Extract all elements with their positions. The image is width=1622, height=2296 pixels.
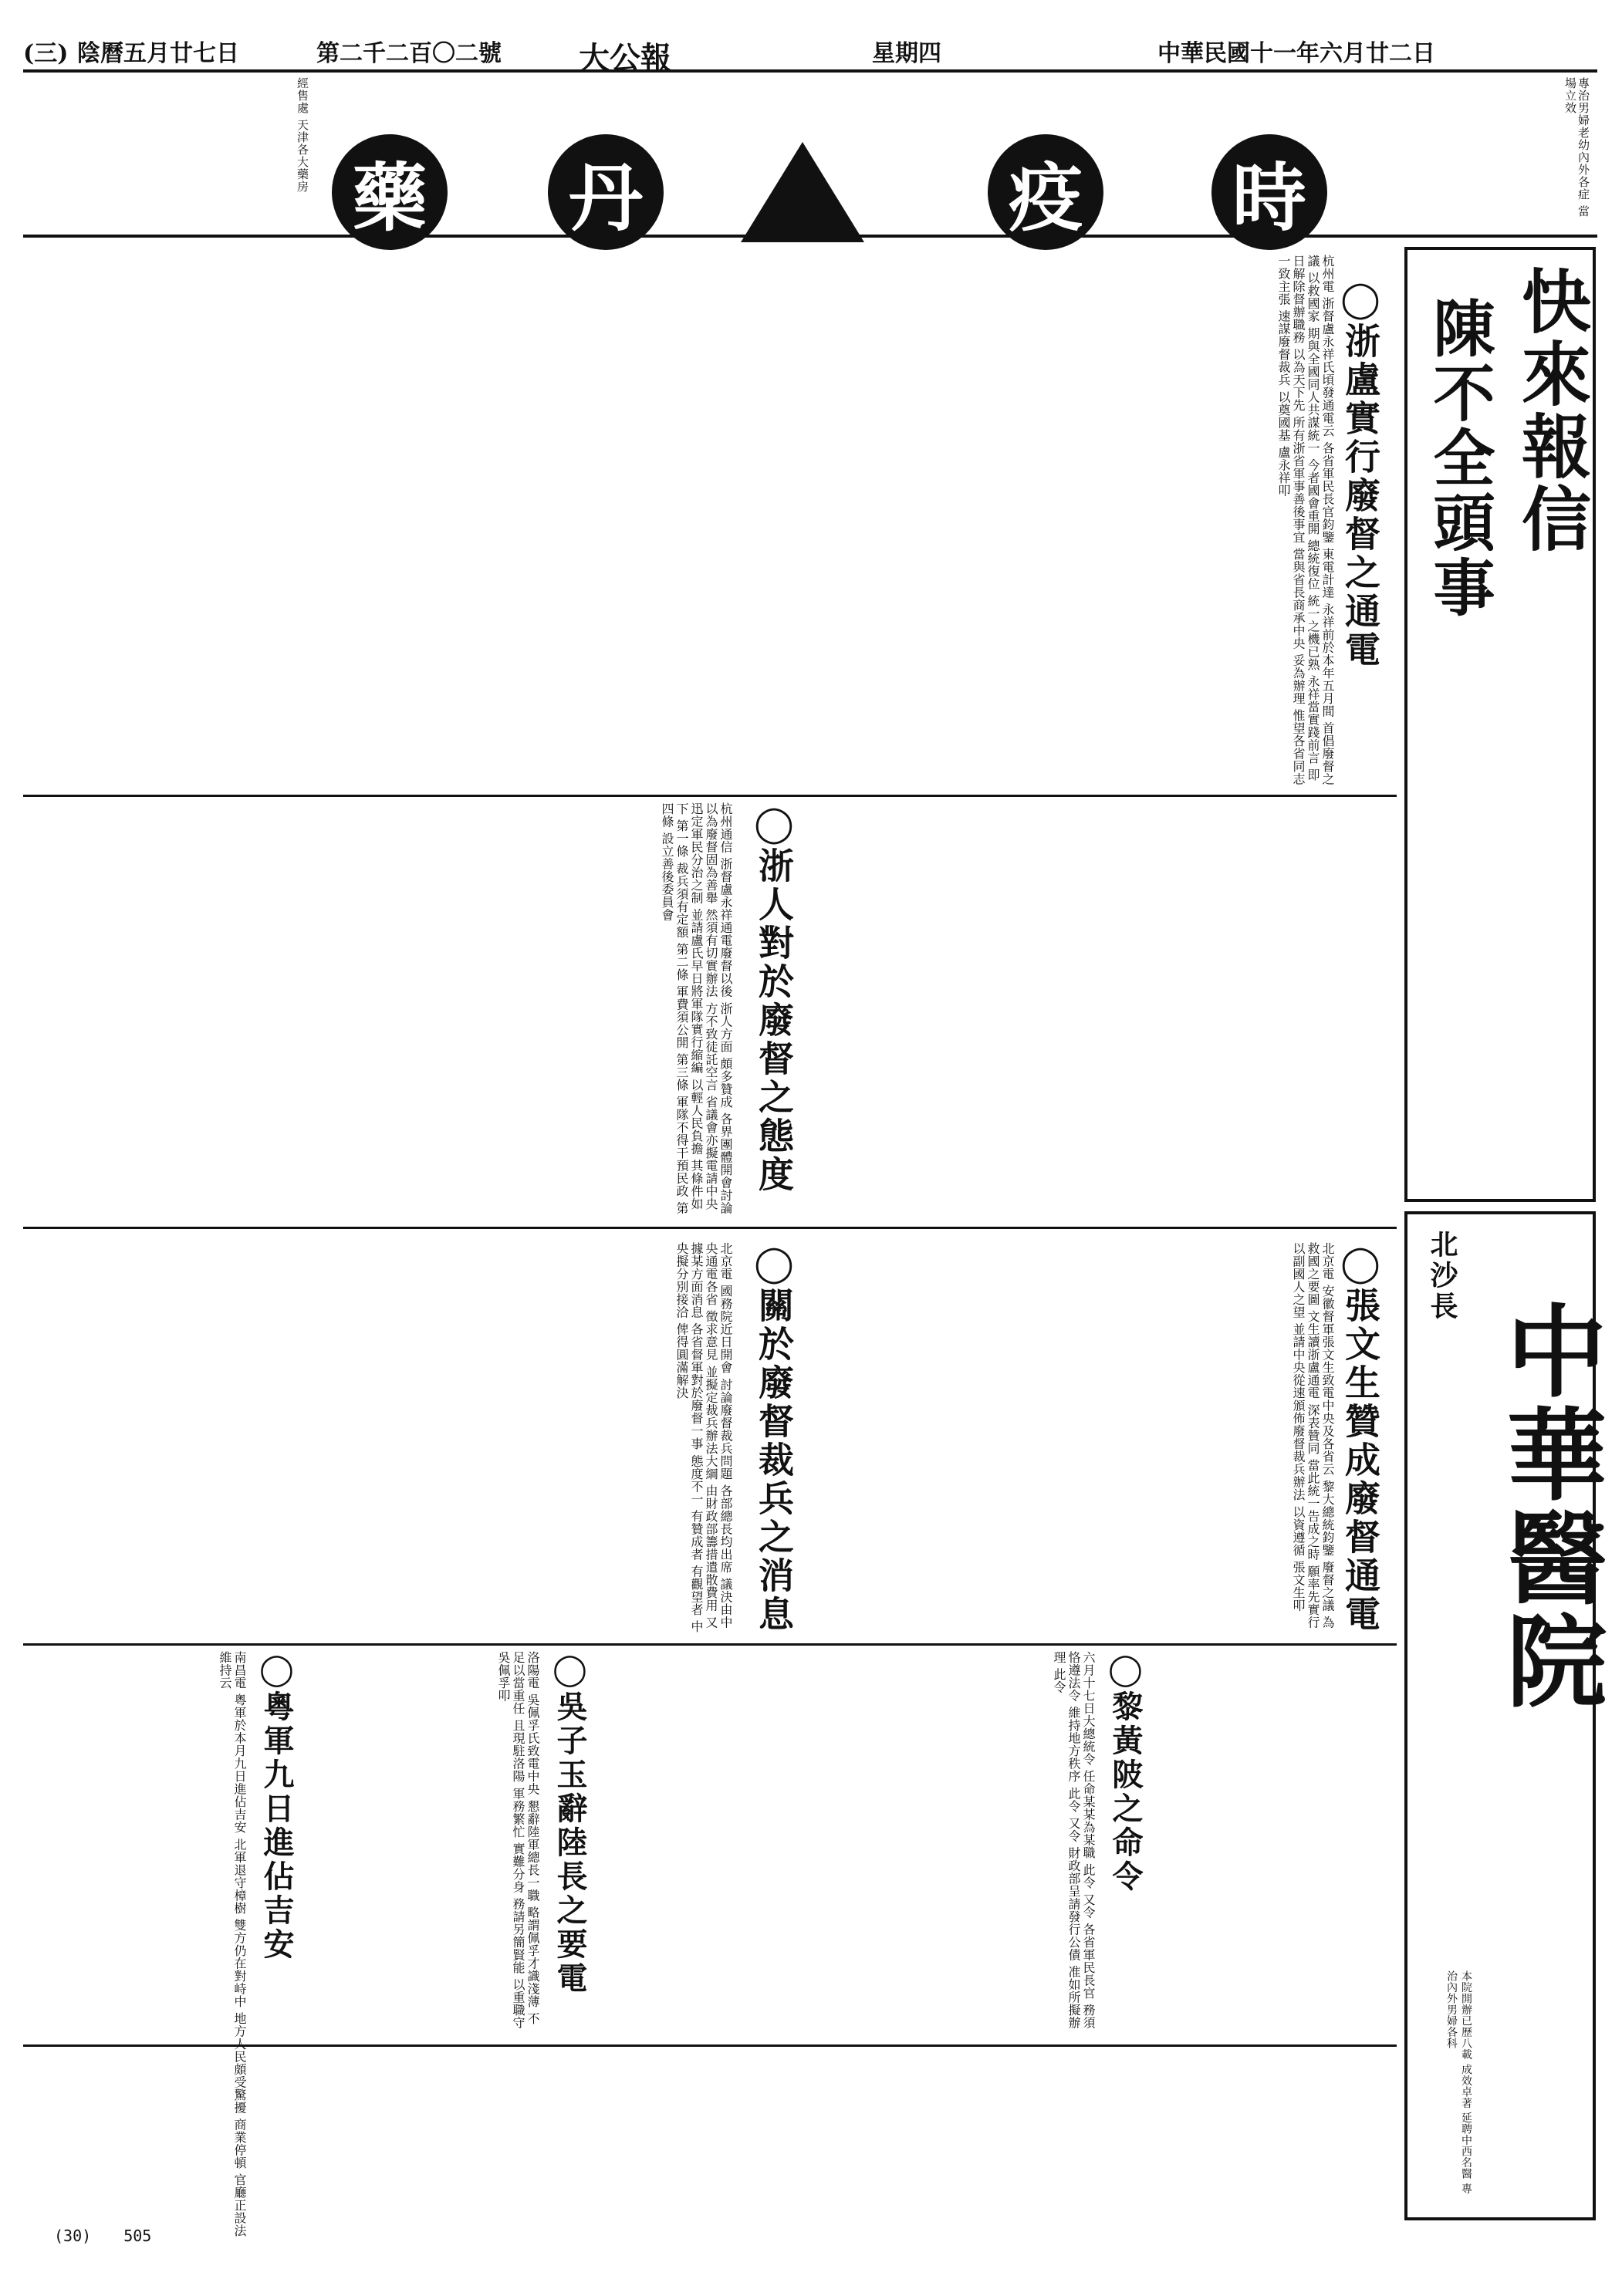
tier-divider-1 [23,795,1397,797]
masthead-ad-band [23,69,1597,241]
article-a1-body: 杭州電 浙督盧永祥氏頃發通電云 各省軍民長官鈞鑒 東電計達 永祥前於本年五月間 首倡廢督之議 以救國家 期與全國同人共謀統一 今者國會重開 總統復位 統一之機已熟 永祥當實踐前言 即日解除督辦職務 以為天下先 所有浙省軍事善後事宜 當與省長商承中央 妥為辦理 惟望各省同志 一致主張 速謀廢督裁兵 以奠國基 盧永祥叩 [1276,255,1335,785]
issue-date: 中華民國十一年六月廿二日 [1157,40,1435,67]
footer-right: 505 [123,2227,152,2245]
article-a7-body: 南昌電 粵軍於本月九日進佔吉安 北軍退守樟樹 雙方仍在對峙中 地方人民頗受驚擾 商業停頓 官廳正設法維持云 [218,1651,247,2237]
ad-char-4: 藥 [332,134,448,250]
telegram-ad-box [1404,247,1596,1202]
issue-number: 第二千二百〇二號 [316,40,502,67]
headline-a6: ◯ 黎黃陂之命令 [1103,1651,1147,1894]
page-number: (三) [23,40,69,67]
headline-a5: ◯ 吳子玉辭陸長之要電 [548,1651,592,1996]
article-a5-body: 洛陽電 吳佩孚氏致電中央 懇辭陸軍總長一職 略謂佩孚才識淺薄 不足以當重任 且現駐洛陽 軍務繁忙 實難分身 務請另簡賢能 以重職守 吳佩孚叩 [496,1651,540,2029]
ad-char-2: 疫 [988,134,1103,250]
lunar-date: 陰曆五月廿七日 [77,40,239,67]
headline-a4: ◯ 關於廢督裁兵之消息 [748,1242,799,1634]
ad-char-1: 時 [1211,134,1327,250]
footer-left: (30) [54,2227,92,2245]
headline-a7: ◯ 粵軍九日進佔吉安 [255,1651,299,1962]
masthead-ad-right-text: 專治男婦老幼內外各症 當場立效 [1563,77,1590,218]
article-a3-body: 杭州通信 浙督盧永祥通電廢督以後 浙人方面 頗多贊成 各界團體開會討論 以為廢督固為善舉 然須有切實辦法 方不致徒託空言 省議會亦擬電請中央 迅定軍民分治之制 並請盧氏早日將軍隊實行縮編 以輕人民負擔 其條件如下 第一條 裁兵須有定額 第二條 軍費須公開 第三條 軍隊不得干預民政 第四條 設立善後委員會 [660,802,733,1215]
dateline [23,23,1597,76]
page-footer [54,2227,151,2245]
ad-triangle-icon [741,142,864,242]
headline-a3: ◯ 浙人對於廢督之態度 [748,802,799,1194]
article-a6-body: 六月十七日大總統令 任命某某為某職 此令 又令 各省軍民長官 務須恪遵法令 維持地方秩序 此令 又令 財政部呈請發行公債 准如所擬辦理 此令 [1052,1651,1096,2029]
paper-name: 大公報 [579,40,671,76]
masthead-ad-left-text: 經售處 天津各大藥房 [296,77,309,193]
article-a2-body: 北京電 安徽督軍張文生致電中央及各省云 黎大總統鈞鑒 廢督之議 為救國之要圖 文生讀浙盧通電 深表贊同 當此統一告成之時 願率先實行 以副國人之望 並請中央從速頒佈廢督裁兵辦法 以資遵循 張文生叩 [1291,1242,1335,1629]
hospital-ad-subtitle: 北沙長 [1426,1230,1458,1322]
hospital-ad-title: 中華醫院 [1490,1299,1608,1713]
newspaper-page [23,23,1608,2261]
hospital-ad-box [1404,1211,1608,2220]
headline-a2: ◯ 張文生贊成廢督通電 [1335,1242,1386,1634]
headline-a1: ◯ 浙盧實行廢督之通電 [1335,278,1386,670]
telegram-ad-title: 快來報信 [1509,265,1591,555]
issue-weekday: 星期四 [872,40,941,67]
hospital-ad-note: 本院開辦已歷八載 成效卓著 延聘中西名醫 專治內外男婦各科 [1445,1970,1472,2195]
telegram-ad-subtitle: 陳不全頭事 [1423,296,1495,620]
tier-divider-2 [23,1227,1397,1229]
tier-divider-3 [23,1643,1397,1646]
ad-char-3: 丹 [548,134,664,250]
article-a4-body: 北京電 國務院近日開會 討論廢督裁兵問題 各部總長均出席 議決由中央通電各省 徵求意見 並擬定裁兵辦法大綱 由財政部籌措遣散費用 又據某方面消息 各省督軍對於廢督一事 態度不一 有贊成者 有觀望者 中央擬分別接洽 俾得圓滿解決 [674,1242,733,1633]
